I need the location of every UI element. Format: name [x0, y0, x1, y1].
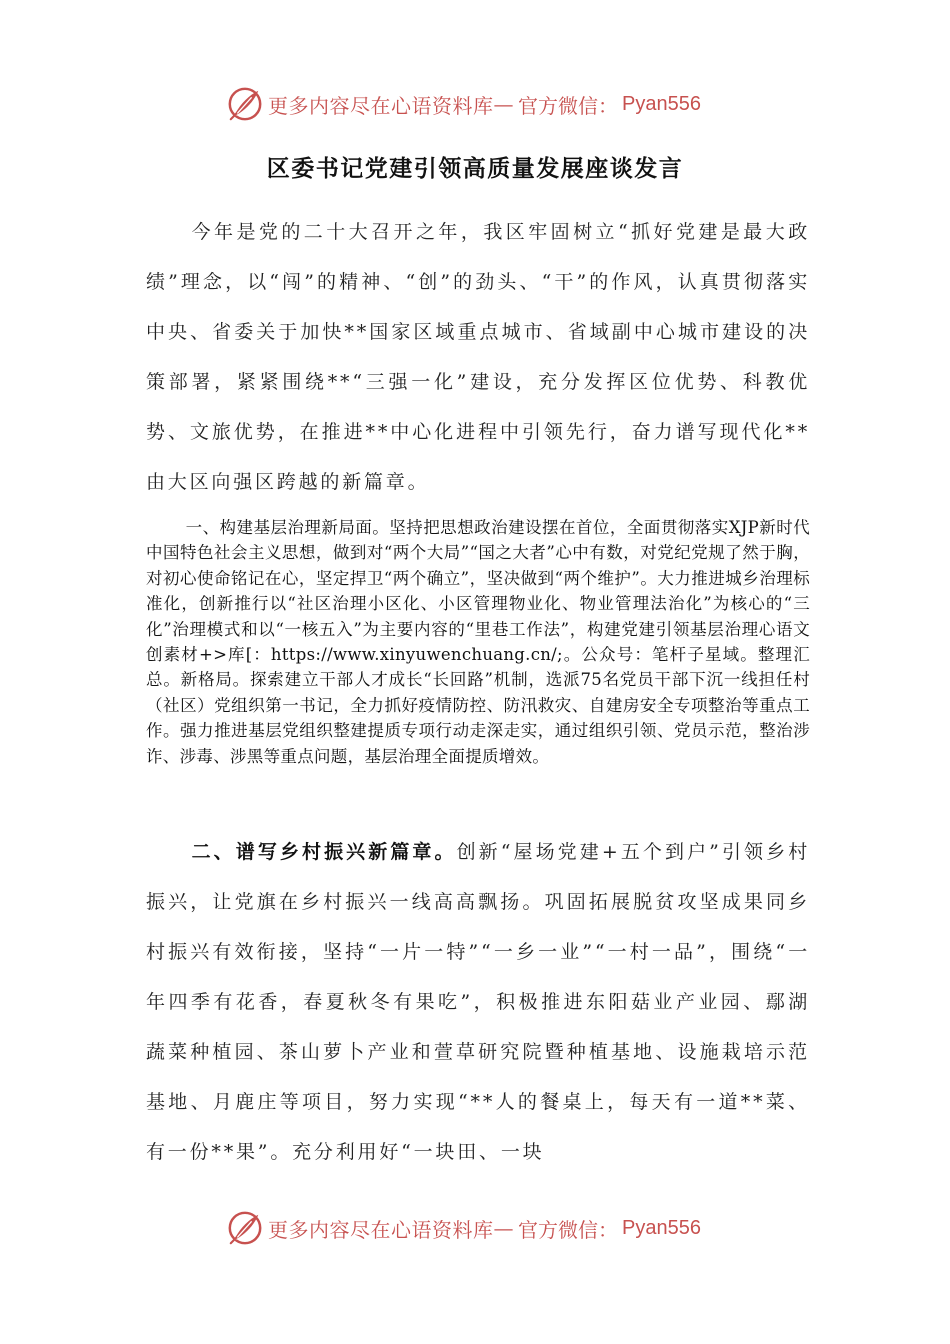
footer-banner [226, 1206, 701, 1250]
feather-pen-logo-icon [226, 85, 264, 123]
section-2-paragraph [146, 827, 810, 1177]
banner-dash: — [493, 1216, 514, 1240]
document-title: 区委书记党建引领高质量发展座谈发言 [266, 156, 684, 182]
banner-wechat-label: 官方微信： [518, 93, 618, 118]
section-2-body: 创新“屋场党建+五个到户”引领乡村振兴，让党旗在乡村振兴一线高高飘扬。巩固拓展脱贫攻坚成果同乡村振兴有效衔接，坚持“一片一特”“一乡一业”“一村一品”，围绕“一年四季有花香，春夏秋冬有果吃”，积极推进东阳菇业产业园、鄢湖蔬菜种植园、茶山萝卜产业和萱草研究院暨种植基地、设施栽培示范基地、月鹿庄等项目，努力实现“**人的餐桌上，每天有一道**菜、有一份**果”。充分利用好“一块田、一块 [146, 841, 810, 1163]
banner-site-name: 更多内容尽在心语资料库 [268, 1217, 494, 1242]
feather-pen-logo-icon [226, 1209, 264, 1247]
intro-paragraph: 今年是党的二十大召开之年，我区牢固树立“抓好党建是最大政绩”理念，以“闯”的精神、“创”的劲头、“干”的作风，认真贯彻落实中央、省委关于加快**国家区域重点城市、省域副中心城市建设的决策部署，紧紧围绕**“三强一化”建设，充分发挥区位优势、科教优势、文旅优势，在推进**中心化进程中引领先行，奋力谱写现代化**由大区向强区跨越的新篇章。 [146, 221, 810, 493]
header-banner [226, 82, 701, 126]
section-2-heading: 二、谱写乡村振兴新篇章。 [191, 841, 457, 863]
banner-site-name: 更多内容尽在心语资料库 [268, 93, 494, 118]
section-1-paragraph: 一、构建基层治理新局面。坚持把思想政治建设摆在首位，全面贯彻落实XJP新时代中国特色社会主义思想，做到对“两个大局”“国之大者”心中有数，对党纪党规了然于胸，对初心使命铭记在心，坚定捍卫“两个确立”，坚决做到“两个维护”。大力推进城乡治理标准化，创新推行以“社区治理小区化、小区管理物业化、物业管理法治化”为核心的“三化”治理模式和以“一核五入”为主要内容的“里巷工作法”，构建党建引领基层治理心语文创素材+>库[：https://www.xinyuwenchuang.cn/;。公众号：笔杆子星域。整理汇总。新格局。探索建立干部人才成长“长回路”机制，选派75名党员干部下沉一线担任村（社区）党组织第一书记，全力抓好疫情防控、防汛救灾、自建房安全专项整治等重点工作。强力推进基层党组织整建提质专项行动走深走实，通过组织引领、党员示范，整治涉诈、涉毒、涉黑等重点问题，基层治理全面提质增效。 [146, 518, 810, 766]
banner-wechat-id: Pyan556 [622, 92, 701, 115]
banner-wechat-label: 官方微信： [518, 1217, 618, 1242]
banner-dash: — [493, 92, 514, 116]
banner-wechat-id: Pyan556 [622, 1216, 701, 1239]
